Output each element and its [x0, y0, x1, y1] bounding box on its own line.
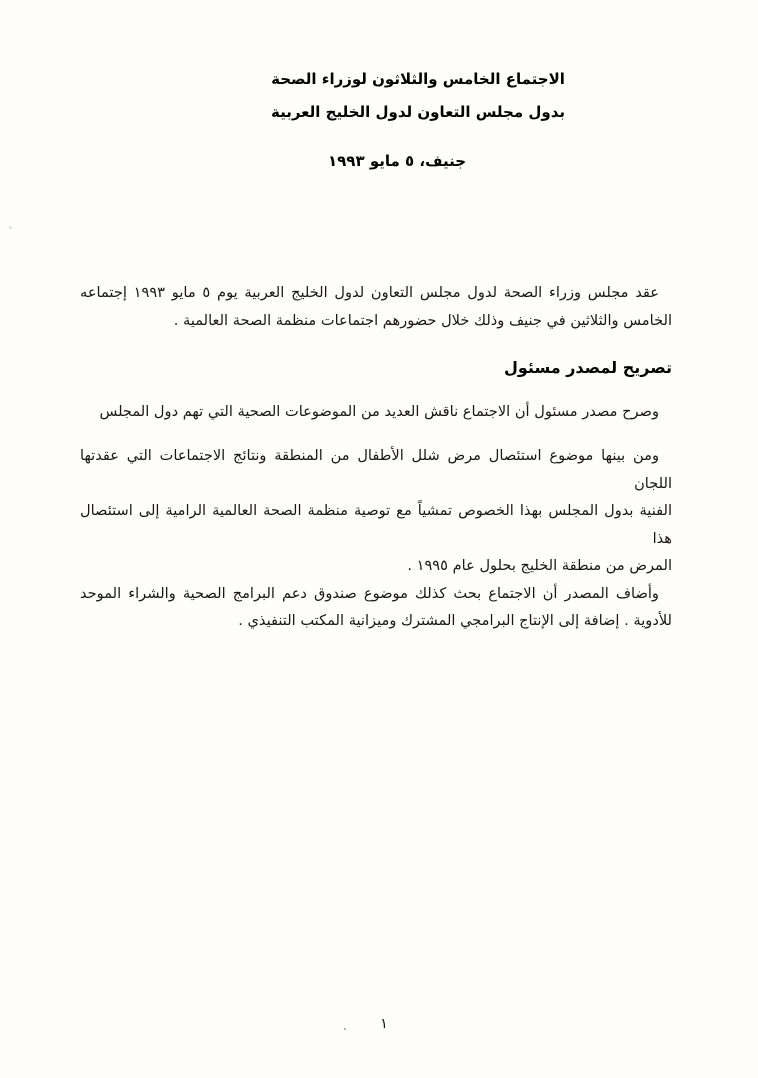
paragraph-3-and-4 [80, 442, 672, 635]
text-line: وأضاف المصدر أن الاجتماع بحث كذلك موضوع صندوق دعم البرامج الصحية والشراء الموحد [80, 584, 659, 602]
document-title [0, 63, 758, 129]
text-line: للأدوية . إضافة إلى الإنتاج البرامجي المشترك وميزانية المكتب التنفيذي . [238, 612, 672, 629]
title-line-1: الاجتماع الخامس والثلاثون لوزراء الصحة [271, 70, 565, 88]
paragraph-1 [80, 279, 672, 335]
text-line: الخامس والثلاثين في جنيف وذلك خلال حضورهم اجتماعات منظمة الصحة العالمية . [173, 312, 672, 329]
page-number: ١ [380, 1016, 388, 1032]
scan-speckle [9, 226, 12, 229]
text-line: الفنية بدول المجلس بهذا الخصوص تمشياً مع توصية منظمة الصحة العالمية الرامية إلى استئصال هذا [80, 502, 672, 547]
paragraph-2 [80, 399, 672, 425]
text-line: المرض من منطقة الخليج بحلول عام ١٩٩٥ . [407, 557, 672, 574]
section-heading: تصريح لمصدر مسئول [504, 358, 672, 377]
text-line: وصرح مصدر مسئول أن الاجتماع ناقش العديد من الموضوعات الصحية التي تهم دول المجلس [99, 403, 659, 420]
date-line: جنيف، ٥ مايو ١٩٩٣ [327, 152, 467, 170]
text-line: ومن بينها موضوع استئصال مرض شلل الأطفال من المنطقة ونتائج الاجتماعات التي عقدتها اللجان [80, 447, 672, 492]
text-line: عقد مجلس وزراء الصحة لدول مجلس التعاون لدول الخليج العربية يوم ٥ مايو ١٩٩٣ إجتماعه [80, 284, 659, 301]
scan-speckle [344, 1028, 346, 1030]
title-line-2: بدول مجلس التعاون لدول الخليج العربية [271, 103, 565, 121]
